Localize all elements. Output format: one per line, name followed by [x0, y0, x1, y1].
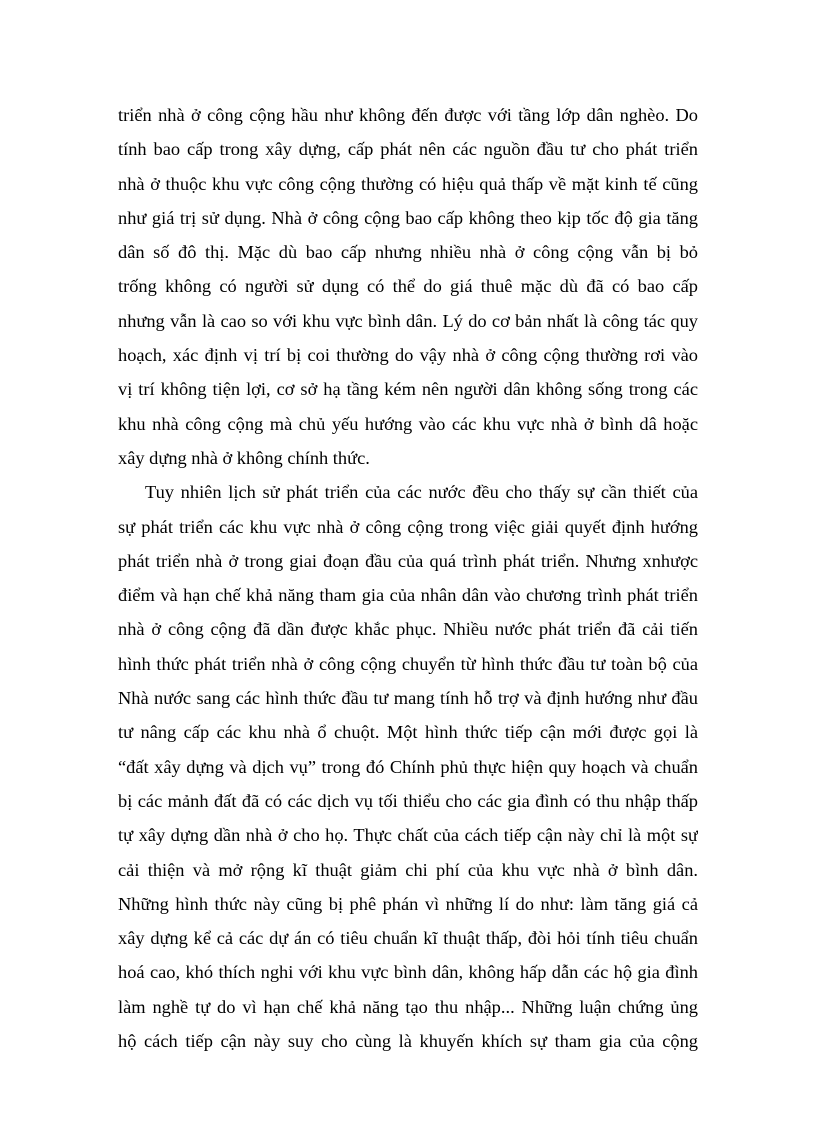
text-line: “đất xây dựng và dịch vụ” trong đó Chính phủ thực hiện quy hoạch và chuẩn [118, 756, 698, 777]
text-line: nhà ở công cộng đã dần được khắc phục. Nhiều nước phát triển đã cải tiến [118, 619, 698, 640]
text-line: làm nghề tự do vì hạn chế khả năng tạo thu nhập... Những luận chứng ủng [118, 996, 698, 1017]
text-line: tự xây dựng dần nhà ở cho họ. Thực chất của cách tiếp cận này chỉ là một sự [118, 825, 698, 846]
text-line: Nhà nước sang các hình thức đầu tư mang tính hỗ trợ và định hướng như đầu [118, 688, 698, 709]
paragraph-2 [118, 475, 698, 1058]
text-line: bị các mảnh đất đã có các dịch vụ tối thiểu cho các gia đình có thu nhập thấp [118, 790, 698, 811]
text-line: hình thức phát triển nhà ở công cộng chuyển từ hình thức đầu tư toàn bộ của [118, 653, 698, 674]
text-line: hộ cách tiếp cận này suy cho cùng là khuyến khích sự tham gia của cộng [118, 1031, 698, 1052]
text-line: xây dựng kể cả các dự án có tiêu chuẩn kĩ thuật thấp, đòi hỏi tính tiêu chuẩn [118, 928, 698, 949]
text-line: tư nâng cấp các khu nhà ổ chuột. Một hình thức tiếp cận mới được gọi là [118, 722, 698, 743]
text-line: hoạch, xác định vị trí bị coi thường do vậy nhà ở công cộng thường rơi vào [118, 345, 698, 366]
text-line: sự phát triển các khu vực nhà ở công cộng trong việc giải quyết định hướng [118, 516, 698, 537]
text-line: triển nhà ở công cộng hầu như không đến được với tầng lớp dân nghèo. Do [118, 105, 698, 125]
text-line: hoá cao, khó thích nghi với khu vực bình dân, không hấp dẫn các hộ gia đình [118, 962, 698, 983]
text-line: nhà ở thuộc khu vực công cộng thường có hiệu quả thấp về mặt kinh tế cũng [118, 173, 698, 194]
text-line: xây dựng nhà ở không chính thức. [118, 447, 370, 468]
text-line: phát triển nhà ở trong giai đoạn đầu của quá trình phát triển. Nhưng xnhược [118, 550, 698, 571]
text-line: trống không có người sử dụng có thể do giá thuê mặc dù đã có bao cấp [118, 276, 698, 297]
text-line: khu nhà công cộng mà chủ yếu hướng vào các khu vực nhà ở bình dâ hoặc [118, 413, 698, 434]
text-line: như giá trị sử dụng. Nhà ở công cộng bao cấp không theo kịp tốc độ gia tăng [118, 207, 698, 228]
text-line: điểm và hạn chế khả năng tham gia của nhân dân vào chương trình phát triển [118, 585, 698, 606]
text-line: vị trí không tiện lợi, cơ sở hạ tầng kém nên người dân không sống trong các [118, 379, 698, 400]
text-line: nhưng vẫn là cao so với khu vực bình dân. Lý do cơ bản nhất là công tác quy [118, 310, 698, 331]
text-line: tính bao cấp trong xây dựng, cấp phát nên các nguồn đầu tư cho phát triển [118, 139, 698, 160]
paragraph-1 [118, 98, 698, 475]
text-line: Những hình thức này cũng bị phê phán vì những lí do như: làm tăng giá cả [118, 893, 698, 914]
document-body [118, 98, 698, 1058]
text-line: cải thiện và mở rộng kĩ thuật giảm chi phí của khu vực nhà ở bình dân. [118, 859, 698, 880]
text-line: Tuy nhiên lịch sử phát triển của các nước đều cho thấy sự cần thiết của [145, 482, 698, 503]
text-line: dân số đô thị. Mặc dù bao cấp nhưng nhiều nhà ở công cộng vẫn bị bỏ [118, 242, 698, 263]
